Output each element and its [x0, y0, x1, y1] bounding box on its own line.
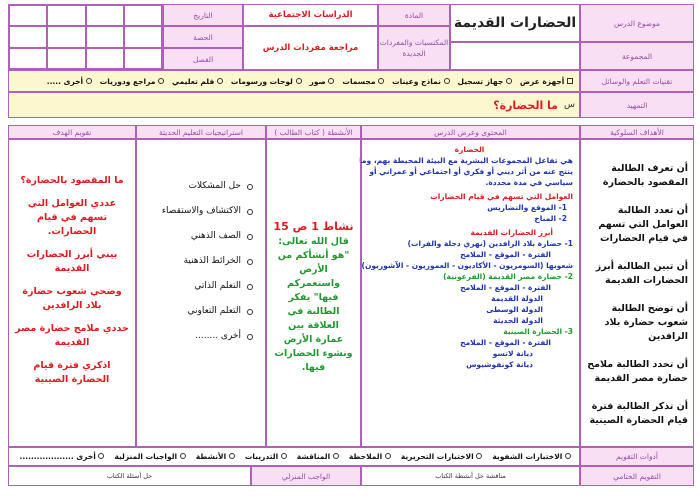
- goal-item: أن توضح الطالبة شعوب حضارة بلاد الرافدين: [604, 303, 688, 342]
- civ-state: الدولة الوسطى: [486, 305, 543, 314]
- goal-item: أن تبين الطالبة أبرز الحضارات القديمة: [595, 261, 688, 286]
- content-title: الحضارة: [454, 145, 485, 154]
- goals-header: الأهداف السلوكية: [580, 125, 694, 139]
- group-value: [450, 42, 580, 70]
- civ-dynasty: ديانة لاتسو: [492, 349, 533, 358]
- evaluation-item: حددي ملامح حضارة مصر القديمة: [15, 323, 129, 348]
- class-label: الفصل: [163, 48, 243, 70]
- assessment-options: [8, 447, 580, 466]
- goal-item: أن تعرف الطالبة المقصود بالحضارة: [602, 163, 688, 188]
- civ-details: الفترة - الموقع - الملامح: [460, 338, 551, 347]
- subject-value: الدراسات الاجتماعية: [243, 4, 378, 26]
- evaluation-item: وضحي شعوب حضارة بلاد الرافدين: [22, 286, 122, 311]
- lesson-topic-label: موضوع الدرس: [580, 4, 694, 42]
- civ-item: 1- حضارة بلاد الرافدين (نهري دجلة والفرات): [407, 239, 573, 248]
- civ-state: الدولة الحديثة: [493, 316, 543, 325]
- period-label: الحصة: [163, 26, 243, 48]
- civ-details: الفترة - الموقع - الملامح: [460, 283, 551, 292]
- concepts-value: مراجعة مفردات الدرس: [243, 26, 378, 70]
- lesson-topic-value: الحضارات القديمة: [450, 4, 580, 42]
- tool-option[interactable]: أجهزة عرض: [520, 77, 573, 86]
- tool-option[interactable]: أخرى .....: [47, 77, 92, 86]
- civs-title: أبرز الحضارات القديمة: [470, 228, 553, 237]
- strategy-item[interactable]: الصف الذهني: [143, 230, 253, 243]
- intro-label: التمهيد: [580, 92, 694, 118]
- content-column: [361, 139, 580, 447]
- tool-option[interactable]: صور: [310, 77, 335, 86]
- assessment-option[interactable]: الأنشطة: [196, 452, 235, 461]
- date-label: التاريخ: [163, 4, 243, 26]
- assessment-option[interactable]: أخرى ...................: [20, 452, 105, 461]
- tool-option[interactable]: نماذج وعينات: [392, 77, 449, 86]
- tools-label: تقنيات التعلم والوسائل: [580, 70, 694, 92]
- assessment-label: أدوات التقويم: [580, 447, 694, 466]
- strategy-item[interactable]: أخرى ........: [143, 330, 253, 343]
- tool-option[interactable]: لوحات ورسومات: [231, 77, 302, 86]
- intro-box: [8, 92, 580, 118]
- strategy-item[interactable]: التعلم الذاتي: [143, 280, 253, 293]
- goal-item: أن تعدد الطالبة العوامل التي تسهم في قيام الحضارات: [598, 205, 688, 244]
- evaluation-item: عددي العوامل التي تسهم في قيام الحضارات.: [27, 198, 117, 237]
- tool-option[interactable]: مجسمات: [342, 77, 384, 86]
- date-grid: [8, 4, 163, 70]
- evaluation-header: تقويم الهدف: [8, 125, 136, 139]
- evaluation-item: بيني أبرز الحضارات القديمة: [26, 249, 118, 274]
- evaluation-item: اذكري فترة قيام الحضارة الصينية: [33, 360, 111, 385]
- civ-item: 2- حضارة مصر القديمة (الفرعونية): [443, 272, 573, 281]
- evaluation-column: [8, 139, 136, 447]
- activities-header: الأنشطة ( كتاب الطالب ): [266, 125, 361, 139]
- content-definition-line: سياسي في مدة محددة.: [485, 178, 573, 187]
- content-definition-line: ينتج عنه من أثر ديني أو فكري أو اجتماعي أو عمراني أو: [369, 167, 573, 176]
- group-label: المجموعة: [580, 42, 694, 70]
- activity-title: نشاط 1 ص 15: [273, 220, 354, 233]
- factor-item: 1- الموقع والتضاريس: [487, 203, 567, 212]
- goals-column: [580, 139, 694, 447]
- factor-item: 2- المناخ: [534, 214, 567, 223]
- lesson-plan-page: [8, 4, 694, 496]
- civ-item: 3- الحضارة الصينية: [503, 327, 573, 336]
- strategy-item[interactable]: التعلم التعاوني: [143, 305, 253, 318]
- assessment-option[interactable]: الواجبات المنزلية: [114, 452, 185, 461]
- civ-state: الدولة القديمة: [491, 294, 543, 303]
- evaluation-item: ما المقصود بالحضارة؟: [20, 175, 124, 186]
- subject-label: المادة: [378, 4, 450, 26]
- content-header: المحتوى وعرض الدرس: [361, 125, 580, 139]
- final-eval-label: التقويم الختامي: [580, 466, 694, 486]
- activities-column: [266, 139, 361, 447]
- strategies-column: [136, 139, 266, 447]
- homework-label: الواجب المنزلي: [251, 466, 361, 486]
- activity-text: قال الله تعالى: "هو أنشأكم من الأرض واستعمركم فيها" يفكر الطالبة في العلاقة بين عمارة الأرض ونشوء الحضارات فيها.: [274, 236, 353, 373]
- assessment-option[interactable]: الاختبارات الشفوية: [492, 452, 571, 461]
- strategies-header: استراتيجيات التعليم الحديثة: [136, 125, 266, 139]
- strategy-item[interactable]: الاكتشاف والاستقصاء: [143, 205, 253, 218]
- intro-question: ما الحضارة؟: [493, 98, 558, 112]
- tools-options: [8, 70, 580, 92]
- assessment-option[interactable]: الاختبارات التحريرية: [401, 452, 483, 461]
- assessment-option[interactable]: المناقشة: [297, 452, 339, 461]
- concepts-label: المكتسبات والمفردات الجديدة: [378, 26, 450, 70]
- final-eval-value: مناقشة حل أنشطة الكتاب: [361, 466, 580, 486]
- tool-option[interactable]: فلم تعليمي: [172, 77, 223, 86]
- intro-prefix: س: [564, 100, 575, 110]
- assessment-option[interactable]: الملاحظة: [349, 452, 391, 461]
- civ-details: الفترة - الموقع - الملامح: [460, 250, 551, 259]
- assessment-option[interactable]: التدريبات: [245, 452, 287, 461]
- factors-title: العوامل التي تسهم في قيام الحضارات: [430, 192, 573, 201]
- civ-dynasty: ديانة كونفوشيوس: [466, 360, 533, 369]
- content-definition-line: هي تفاعل المجموعات البشرية مع البيئة المحيطة بهم، وما: [359, 156, 573, 165]
- civ-peoples: شعوبها (السومريون - الأكاديون - العموريون - الآشوريون): [361, 261, 573, 270]
- goal-item: أن تذكر الطالبة فترة قيام الحضارة الصينية: [589, 401, 688, 426]
- strategy-item[interactable]: الخرائط الذهنية: [143, 255, 253, 268]
- homework-value: حل أسئلة الكتاب: [8, 466, 251, 486]
- goal-item: أن تحدد الطالبة ملامح حضارة مصر القديمة: [587, 359, 688, 384]
- tool-option[interactable]: مراجع ودوريات: [100, 77, 164, 86]
- strategy-item[interactable]: حل المشكلات: [143, 180, 253, 193]
- tool-option[interactable]: جهاز تسجيل: [458, 77, 512, 86]
